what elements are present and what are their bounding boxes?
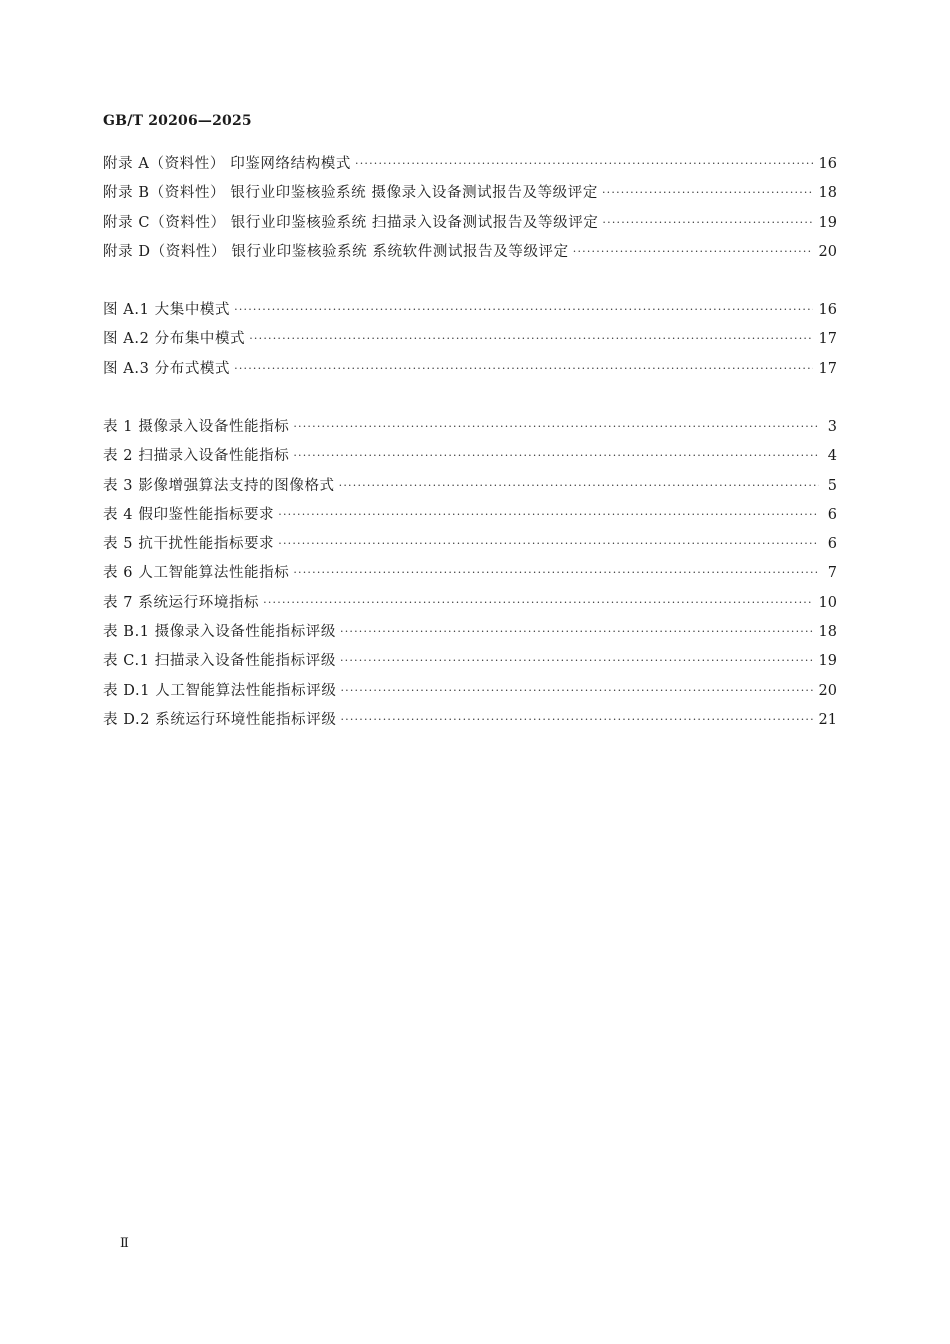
dot-leader — [263, 596, 812, 609]
dot-leader — [234, 303, 812, 316]
toc-entry-page: 18 — [818, 624, 837, 641]
toc-entry-page: 20 — [818, 243, 837, 260]
toc-entry-label: 图 A.3 分布式模式 — [103, 360, 231, 377]
dot-leader — [249, 332, 812, 345]
toc-entry-label: 表 D.1 人工智能算法性能指标评级 — [103, 682, 337, 699]
figure-toc-entry — [103, 298, 837, 327]
dot-leader — [340, 625, 813, 638]
toc-entry-label: 表 C.1 扫描录入设备性能指标评级 — [103, 653, 336, 670]
toc-entry-label: 表 D.2 系统运行环境性能指标评级 — [103, 711, 337, 728]
toc-entry-page: 4 — [827, 448, 837, 465]
toc-entry-page: 7 — [827, 565, 837, 582]
toc-entry-page: 16 — [818, 302, 837, 318]
appendix-toc-entry — [103, 181, 837, 210]
table-toc-entry — [103, 532, 837, 561]
dot-leader — [293, 420, 819, 433]
dot-leader — [573, 245, 813, 258]
appendix-toc-entry — [103, 211, 837, 240]
toc-entry-label: 附录 D（资料性） 银行业印鉴核验系统 系统软件测试报告及等级评定 — [103, 243, 569, 260]
toc-entry-page: 6 — [827, 506, 837, 523]
toc-entry-label: 附录 B（资料性） 银行业印鉴核验系统 摄像录入设备测试报告及等级评定 — [103, 185, 598, 202]
dot-leader — [340, 654, 813, 667]
toc-entry-label: 表 3 影像增强算法支持的图像格式 — [103, 477, 335, 494]
table-toc-entry — [103, 415, 837, 444]
figure-toc-entry — [103, 357, 837, 386]
page-number: Ⅱ — [120, 1236, 129, 1251]
appendix-toc-list — [103, 152, 837, 269]
dot-leader — [602, 186, 813, 199]
dot-leader — [339, 479, 819, 492]
toc-entry-label: 图 A.1 大集中模式 — [103, 302, 231, 318]
table-toc-entry — [103, 679, 837, 708]
table-toc-list — [103, 415, 837, 737]
toc-entry-label: 附录 C（资料性） 银行业印鉴核验系统 扫描录入设备测试报告及等级评定 — [103, 214, 599, 231]
table-toc-entry — [103, 649, 837, 678]
figure-toc-list — [103, 298, 837, 386]
toc-entry-label: 附录 A（资料性） 印鉴网络结构模式 — [103, 156, 351, 172]
dot-leader — [278, 508, 819, 521]
toc-entry-label: 表 6 人工智能算法性能指标 — [103, 565, 290, 582]
document-code: GB/T 20206—2025 — [103, 113, 252, 129]
toc-entry-page: 19 — [818, 653, 837, 670]
toc-entry-page: 17 — [818, 331, 837, 348]
toc-entry-page: 17 — [818, 360, 837, 377]
table-toc-entry — [103, 444, 837, 473]
toc-entry-page: 3 — [827, 419, 837, 435]
toc-entry-page: 5 — [827, 477, 837, 494]
toc-entry-label: 表 B.1 摄像录入设备性能指标评级 — [103, 624, 337, 641]
dot-leader — [355, 157, 813, 170]
toc-entry-page: 10 — [818, 594, 837, 611]
table-toc-entry — [103, 591, 837, 620]
toc-entry-page: 6 — [827, 536, 837, 553]
toc-entry-page: 19 — [818, 214, 837, 231]
dot-leader — [340, 713, 812, 726]
toc-entry-label: 表 5 抗干扰性能指标要求 — [103, 536, 275, 553]
appendix-toc-entry — [103, 152, 837, 181]
figure-toc-entry — [103, 327, 837, 356]
table-toc-entry — [103, 474, 837, 503]
dot-leader — [293, 449, 819, 462]
toc-entry-label: 表 4 假印鉴性能指标要求 — [103, 506, 275, 523]
toc-entry-page: 16 — [818, 156, 837, 172]
toc-entry-page: 18 — [818, 185, 837, 202]
table-toc-entry — [103, 620, 837, 649]
dot-leader — [234, 362, 812, 375]
table-toc-entry — [103, 503, 837, 532]
toc-entry-page: 20 — [818, 682, 837, 699]
dot-leader — [278, 537, 819, 550]
table-toc-entry — [103, 561, 837, 590]
toc-entry-label: 表 7 系统运行环境指标 — [103, 594, 260, 611]
table-toc-entry — [103, 708, 837, 737]
appendix-toc-entry — [103, 240, 837, 269]
toc-entry-label: 图 A.2 分布集中模式 — [103, 331, 246, 348]
dot-leader — [340, 684, 812, 697]
toc-entry-label: 表 2 扫描录入设备性能指标 — [103, 448, 290, 465]
toc-entry-label: 表 1 摄像录入设备性能指标 — [103, 419, 290, 435]
dot-leader — [602, 216, 812, 229]
dot-leader — [293, 566, 819, 579]
toc-entry-page: 21 — [818, 711, 837, 728]
